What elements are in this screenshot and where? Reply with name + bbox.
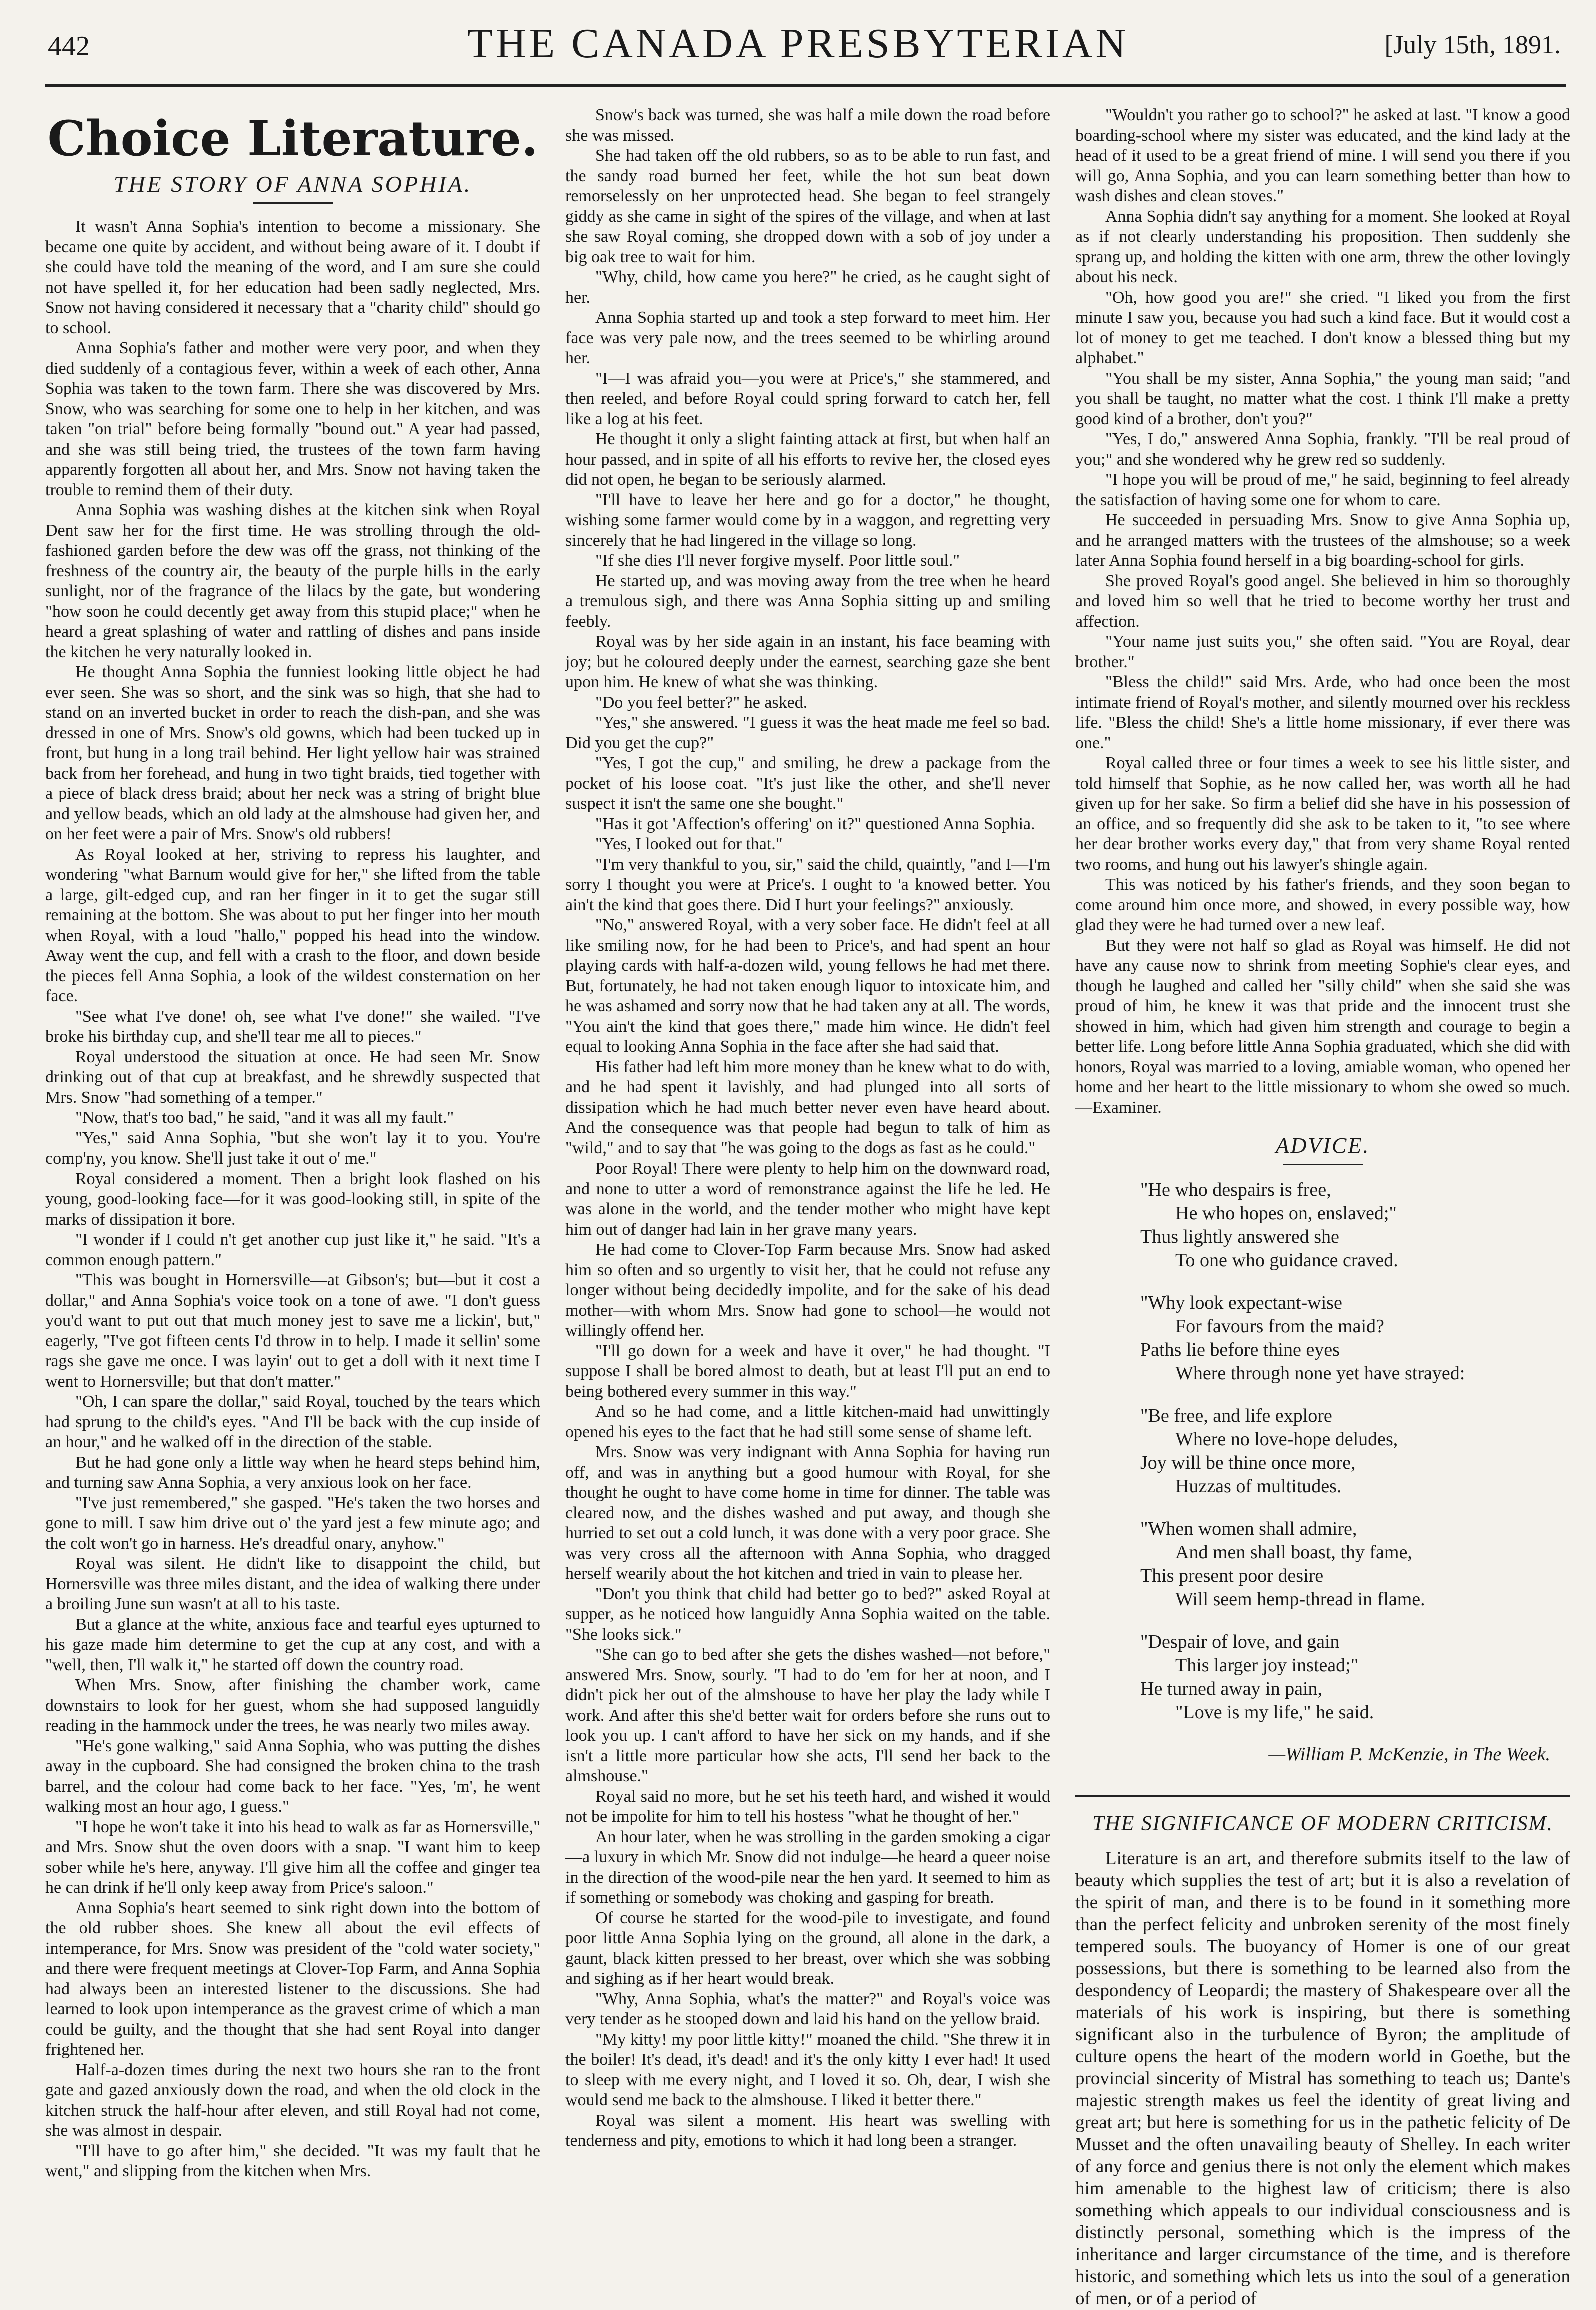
poem-line: Where no love-hope deludes, xyxy=(1175,1429,1398,1450)
story-paragraph: "I wonder if I could n't get another cup just like it," he said. "It's a common enough pattern." xyxy=(45,1230,540,1269)
story-paragraph: Snow's back was turned, she was half a mile down the road before she was missed. xyxy=(565,106,1050,145)
story-paragraph: Royal called three or four times a week to see his little sister, and told himself that Sophie, as he now called her, was worth all he had given up for her sake. So firm a belief did she have in his possession of an office, and so frequently did she ask to be taken to it, "to see where her dear brother works every day," that from very shame Royal rented two rooms, and hung out his lawyer's shingle again. xyxy=(1075,754,1570,874)
story-paragraph: "He's gone walking," said Anna Sophia, who was putting the dishes away in the cupboard. She had consigned the broken china to the trash barrel, and the colour had come back to her face. "Yes, 'm', he went walking most an hour ago, I guess." xyxy=(45,1736,540,1816)
poem-stanza xyxy=(1140,1404,1570,1498)
story-paragraph: She had taken off the old rubbers, so as to be able to run fast, and the sandy road burned her feet, while the hot sun beat down remorselessly on her unprotected head. She began to feel strangely giddy as she came in sight of the spires of the village, and when at last she saw Royal coming, she dropped down with a sob of joy under a big oak tree to wait for him. xyxy=(565,146,1050,266)
story-paragraph: Poor Royal! There were plenty to help him on the downward road, and none to utter a word of remonstrance against the life he led. He was alone in the world, and the tender mother who might have kept him out of danger had lain in her grave many years. xyxy=(565,1159,1050,1239)
story-paragraph: "No," answered Royal, with a very sober face. He didn't feel at all like smiling now, for he had been to Price's, and had spent an hour playing cards with half-a-dozen wild, young fellows he had met there. But, fortunately, he had not taken enough liquor to intoxicate him, and he was ashamed and sorry now that he had taken any at all. The words, "You ain't the kind that goes there," made him wince. He didn't feel equal to looking Anna Sophia in the face after she had said that. xyxy=(565,916,1050,1056)
poem-line: This present poor desire xyxy=(1140,1565,1324,1586)
story-paragraph: Mrs. Snow was very indignant with Anna Sophia for having run off, and was in anything but a good humour with Royal, for she thought he ought to have come home in time for dinner. The table was cleared now, and the dishes washed and put away, and though she hurried to set out a cold lunch, it was done with a very poor grace. She was very cross all the afternoon with Anna Sophia, who dragged herself wearily about the hot kitchen and tried in vain to please her. xyxy=(565,1443,1050,1583)
story-paragraph: "I've just remembered," she gasped. "He's taken the two horses and gone to mill. I saw him drive out o' the yard jest a few minute ago; and the colt won't go in harness. He's dreadful onary, anyhow." xyxy=(45,1493,540,1553)
poem-line: Will seem hemp-thread in flame. xyxy=(1175,1589,1425,1610)
title-rule xyxy=(253,202,333,204)
story-paragraph: Royal considered a moment. Then a bright look flashed on his young, good-looking face—for it was good-looking still, in spite of the marks of dissipation it bore. xyxy=(45,1169,540,1229)
story-title: THE STORY OF ANNA SOPHIA. xyxy=(113,171,472,197)
story-paragraph: "Yes, I got the cup," and smiling, he drew a package from the pocket of his loose coat. "It's just like the other, and she'll never suspect it isn't the same one she bought." xyxy=(565,754,1050,813)
story-paragraph: Anna Sophia's heart seemed to sink right down into the bottom of the old rubber shoes. She knew all about the evil effects of intemperance, for Mrs. Snow was president of the "cold water society," and there were frequent meetings at Clover-Top Farm, and Anna Sophia had always been an interested listener to the discussions. She had learned to look upon intemperance as the gravest crime of which a man could be guilty, and the thought that she had sent Royal into danger frightened her. xyxy=(45,1898,540,2059)
story-paragraph: This was noticed by his father's friends, and they soon began to come around him once more, and showed, in every possible way, how glad they were he had turned over a new leaf. xyxy=(1075,875,1570,934)
story-paragraph: "I hope you will be proud of me," he said, beginning to feel already the satisfaction of having some one for whom to care. xyxy=(1075,470,1570,509)
story-paragraph: Royal understood the situation at once. He had seen Mr. Snow drinking out of that cup at breakfast, and he shrewdly suspected that Mrs. Snow "had something of a temper." xyxy=(45,1047,540,1107)
poem-line: He turned away in pain, xyxy=(1140,1678,1323,1699)
poem-stanza xyxy=(1140,1291,1570,1385)
story-paragraph: Of course he started for the wood-pile to investigate, and found poor little Anna Sophia lying on the ground, all alone in the dark, a gaunt, black kitten pressed to her breast, over which she was sobbing and sighing as if her heart would break. xyxy=(565,1908,1050,1988)
story-paragraph: "Your name just suits you," she often said. "You are Royal, dear brother." xyxy=(1075,632,1570,671)
story-paragraph: "Oh, I can spare the dollar," said Royal, touched by the tears which had sprung to the child's eyes. "And I'll be back with the cup inside of an hour," and he walked off in the direction of the stable. xyxy=(45,1392,540,1451)
story-paragraph: "Bless the child!" said Mrs. Arde, who had once been the most intimate friend of Royal's mother, and silently mourned over his reckless life. "Bless the child! She's a little home missionary, if ever there was one." xyxy=(1075,673,1570,752)
poem-line: This larger joy instead;" xyxy=(1175,1655,1359,1676)
poem-stanza xyxy=(1140,1178,1570,1272)
essay-paragraph: Literature is an art, and therefore submits itself to the law of beauty which supplies the test of art; but it is also a revelation of the spirit of man, and there is to be found in it something more than the perfect felicity and unbroken serenity of the most finely tempered souls. The buoyancy of Homer is one of our great possessions, but there is something to be learned also from the despondency of Leopardi; the mastery of Shakespeare over all the materials of his work is inspiring, but there is something significant also in the turbulence of Byron; the amplitude of culture opens the heart of the modern world in Goethe, but the provincial sincerity of Mistral has something to teach us; Dante's majestic strength makes us feel the identity of great living and great art; but here is something for us in the pathetic felicity of De Musset and the often unavailing beauty of Shelley. In each writer of any force and genius there is not only the element which makes him amenable to the highest law of criticism; there is also something which appeals to our individual consciousness and is distinctly personal, something which is the impress of the inheritance and larger circumstance of the time, and is therefore historic, and something which lets us into the soul of a generation of men, or of a period of xyxy=(1075,1848,1570,2309)
story-paragraph: "Why, child, how came you here?" he cried, as he caught sight of her. xyxy=(565,268,1050,307)
story-paragraph: As Royal looked at her, striving to repress his laughter, and wondering "what Barnum would give for her," she lifted from the table a large, gilt-edged cup, and ran her finger in it to get the sugar still remaining at the bottom. She was about to put her finger into her mouth when Royal, with a loud "hallo," popped his head into the window. Away went the cup, and fell with a crash to the floor, and down beside the pieces fell Anna Sophia, a look of the wildest consternation on her face. xyxy=(45,845,540,1005)
page-number: 442 xyxy=(48,31,90,62)
story-paragraph: "I—I was afraid you—you were at Price's," she stammered, and then reeled, and before Royal could spring forward to catch her, fell like a log at his feet. xyxy=(565,369,1050,428)
column-1 xyxy=(45,105,540,2256)
poem-title-rule xyxy=(1283,1164,1363,1165)
poem-line: "Be free, and life explore xyxy=(1140,1405,1332,1426)
story-paragraph: But they were not half so glad as Royal was himself. He did not have any cause now to shrink from meeting Sophie's clear eyes, and though he laughed and called her "silly child" when she said she was proud of him, he knew it was that pride and the innocent trust she showed in him, which had given him strength and courage to begin a better life. Long before little Anna Sophia graduated, which she did with honors, Royal was married to a loving, amiable woman, who opened her home and her heart to the little missionary to whom she owed so much.—Examiner. xyxy=(1075,936,1570,1117)
story-paragraph: He succeeded in persuading Mrs. Snow to give Anna Sophia up, and he arranged matters with the trustees of the almshouse; so a week later Anna Sophia found herself in a big boarding-school for girls. xyxy=(1075,511,1570,570)
poem-attribution: —William P. McKenzie, in The Week. xyxy=(1268,1744,1550,1765)
story-paragraph: "Oh, how good you are!" she cried. "I liked you from the first minute I saw you, because you had such a kind face. But it would cost a lot of money to get me teached. I don't know a blessed thing but my alphabet." xyxy=(1075,288,1570,367)
poem-line: Paths lie before thine eyes xyxy=(1140,1339,1340,1360)
story-paragraph: It wasn't Anna Sophia's intention to become a missionary. She became one quite by accident, and without being aware of it. I doubt if she could have told the meaning of the word, and I am sure she could not have spelled it, for her education had been sadly neglected, Mrs. Snow not having considered it necessary that a "charity child" should go to school. xyxy=(45,217,540,337)
story-paragraph: He started up, and was moving away from the tree when he heard a tremulous sigh, and there was Anna Sophia sitting up and smiling feebly. xyxy=(565,571,1050,631)
poem-line: Thus lightly answered she xyxy=(1140,1226,1339,1247)
story-paragraph: "Do you feel better?" he asked. xyxy=(595,693,808,712)
poem-line: Where through none yet have strayed: xyxy=(1175,1363,1465,1384)
story-paragraph: "If she dies I'll never forgive myself. Poor little soul." xyxy=(595,551,960,570)
story-paragraph: Royal was silent. He didn't like to disappoint the child, but Hornersville was three miles distant, and the idea of walking there under a broiling June sun wasn't at all to his taste. xyxy=(45,1554,540,1613)
story-paragraph: "She can go to bed after she gets the dishes washed—not before," answered Mrs. Snow, sourly. "I had to do 'em for her at noon, and I didn't pick her out of the almshouse to have her play the lady while I work. And after this she'd better wait for orders before she runs out to look you up. I can't afford to have her sick on my hands, and if she isn't a little more particular how she acts, I'll send her back to the almshouse." xyxy=(565,1645,1050,1785)
story-paragraph: Royal said no more, but he set his teeth hard, and wished it would not be impolite for him to tell his hostess "what he thought of her." xyxy=(565,1787,1050,1826)
story-paragraph: But a glance at the white, anxious face and tearful eyes upturned to his gaze made him determine to get the cup at any cost, and with a "well, then, I'll walk it," he started off down the country road. xyxy=(45,1615,540,1674)
header-rule xyxy=(45,84,1566,87)
story-paragraph: She proved Royal's good angel. She believed in him so thoroughly and loved him so well that he tried to become worthy her trust and affection. xyxy=(1075,571,1570,631)
story-paragraph: "Don't you think that child had better go to bed?" asked Royal at supper, as he noticed how languidly Anna Sophia waited on the table. "She looks sick." xyxy=(565,1584,1050,1644)
story-paragraph: "Now, that's too bad," he said, "and it was all my fault." xyxy=(75,1108,454,1127)
story-paragraph: He had come to Clover-Top Farm because Mrs. Snow had asked him so often and so urgently to visit her, that he could not refuse any longer without being decidedly impolite, and for the sake of his dead mother—with whom Mrs. Snow had gone to school—he would not willingly offend her. xyxy=(565,1240,1050,1340)
section-heading: Choice Literature. xyxy=(47,110,538,167)
poem-stanza xyxy=(1140,1517,1570,1611)
poem-title: ADVICE. xyxy=(1275,1133,1370,1158)
story-paragraph: When Mrs. Snow, after finishing the chamber work, came downstairs to look for her guest, whom she had supposed languidly reading in the hammock under the trees, he was nearly two miles away. xyxy=(45,1676,540,1735)
story-paragraph: "Has it got 'Affection's offering' on it?" questioned Anna Sophia. xyxy=(595,814,1035,833)
story-body-col1 xyxy=(45,217,540,2182)
story-paragraph: An hour later, when he was strolling in the garden smoking a cigar—a luxury in which Mr. Snow did not indulge—he heard a queer noise in the direction of the wood-pile near the hen yard. It seemed to him as if something or somebody was choking and gasping for breath. xyxy=(565,1827,1050,1907)
poem-stanza xyxy=(1140,1630,1570,1724)
poem-line: And men shall boast, thy fame, xyxy=(1175,1542,1412,1563)
poem-line: To one who guidance craved. xyxy=(1175,1250,1398,1271)
story-paragraph: "This was bought in Hornersville—at Gibson's; but—but it cost a dollar," and Anna Sophia's voice took on a tone of awe. "I don't guess you'd want to put out that much money jest to save me a lickin', but," eagerly, "I've got fifteen cents I'd throw in to help. I made it sellin' some rags she gave me once. I was layin' out to get a doll with it next time I went to Hornersville; but that don't matter." xyxy=(45,1271,540,1391)
column-2 xyxy=(565,105,1050,2256)
story-paragraph: Half-a-dozen times during the next two hours she ran to the front gate and gazed anxiously down the road, and when the old clock in the kitchen struck the half-hour after eleven, and still Royal had not come, she was almost in despair. xyxy=(45,2060,540,2140)
story-paragraph: "I'll have to go after him," she decided. "It was my fault that he went," and slipping from the kitchen when Mrs. xyxy=(45,2141,540,2180)
story-paragraph: Anna Sophia's father and mother were very poor, and when they died suddenly of a contagious fever, within a week of each other, Anna Sophia was taken to the town farm. There she was discovered by Mrs. Snow, who was searching for some one to help in her kitchen, and was taken "on trial" before being formally "bound out." A year had passed, and she was still being tried, the trustees of the town farm having apparently forgotten all about her, and Mrs. Snow not having taken the trouble to remind them of their duty. xyxy=(45,339,540,499)
story-paragraph: Anna Sophia was washing dishes at the kitchen sink when Royal Dent saw her for the first time. He was strolling through the old-fashioned garden before the dew was off the grass, not thinking of the freshness of the country air, the beauty of the purple hills in the early sunlight, nor of the fragrance of the lilacs by the gate, but wondering "how soon he could decently get away from this stupid place;" when he heard a great splashing of water and rattling of dishes and pans inside the kitchen he very naturally looked in. xyxy=(45,501,540,661)
story-body-col2 xyxy=(565,105,1050,2151)
story-paragraph: He thought Anna Sophia the funniest looking little object he had ever seen. She was so short, and the sink was so high, that she had to stand on an inverted bucket in order to reach the dish-pan, and she was dressed in one of Mrs. Snow's old gowns, which had been tucked up in front, but hung in a long trail behind. Her light yellow hair was strained back from her forehead, and hung in two tight braids, tied together with a piece of black dress braid; about her neck was a string of bright blue and yellow beads, which an old lady at the almshouse had given her, and on her feet were a pair of Mrs. Snow's old rubbers! xyxy=(45,663,540,843)
publication-title: THE CANADA PRESBYTERIAN xyxy=(467,20,1129,67)
story-paragraph: "I'll have to leave her here and go for a doctor," he thought, wishing some farmer would come by in a waggon, and regretting very sincerely that he had lingered in the village so long. xyxy=(565,490,1050,550)
story-paragraph: "You shall be my sister, Anna Sophia," the young man said; "and you shall be taught, no matter what the cost. I think I'll make a pretty good kind of a brother, don't you?" xyxy=(1075,369,1570,428)
poem-line: "Love is my life," he said. xyxy=(1175,1702,1374,1723)
story-paragraph: Royal was silent a moment. His heart was swelling with tenderness and pity, emotions to which it had long been a stranger. xyxy=(565,2111,1050,2150)
story-paragraph: But he had gone only a little way when he heard steps behind him, and turning saw Anna Sophia, a very anxious look on her face. xyxy=(45,1453,540,1492)
story-paragraph: "Yes, I do," answered Anna Sophia, frankly. "I'll be real proud of you;" and she wondered why he grew red so suddenly. xyxy=(1075,430,1570,469)
story-paragraph: "Yes," said Anna Sophia, "but she won't lay it to you. You're comp'ny, you know. She'll just take it out o' me." xyxy=(45,1128,540,1168)
story-paragraph: He thought it only a slight fainting attack at first, but when half an hour passed, and in spite of all his efforts to revive her, the closed eyes did not open, he began to be seriously alarmed. xyxy=(565,430,1050,489)
story-paragraph: "Yes," she answered. "I guess it was the heat made me feel so bad. Did you get the cup?" xyxy=(565,713,1050,752)
poem-line: "Despair of love, and gain xyxy=(1140,1631,1340,1652)
story-body-col3 xyxy=(1075,105,1570,1118)
page-header xyxy=(0,0,1596,100)
column-3 xyxy=(1075,105,1570,2309)
section-divider xyxy=(1075,1795,1570,1797)
story-paragraph: Anna Sophia started up and took a step forward to meet him. Her face was very pale now, and the trees seemed to be whirling around her. xyxy=(565,308,1050,367)
story-paragraph: "I hope he won't take it into his head to walk as far as Hornersville," and Mrs. Snow shut the oven doors with a snap. "I want him to keep sober while he's here, anyway. I'll give him all the coffee and ginger tea he can drink if he'll only keep away from Price's saloon." xyxy=(45,1817,540,1897)
poem-body xyxy=(1140,1178,1570,1724)
issue-date: [July 15th, 1891. xyxy=(1384,31,1561,59)
poem-line: Huzzas of multitudes. xyxy=(1175,1476,1342,1497)
poem-line: He who hopes on, enslaved;" xyxy=(1175,1203,1397,1224)
story-paragraph: "See what I've done! oh, see what I've done!" she wailed. "I've broke his birthday cup, and she'll tear me all to pieces." xyxy=(45,1007,540,1046)
story-paragraph: Anna Sophia didn't say anything for a moment. She looked at Royal as if not clearly understanding his proposition. Then suddenly she sprang up, and holding the kitten with one arm, threw the other lovingly about his neck. xyxy=(1075,207,1570,286)
poem-line: "He who despairs is free, xyxy=(1140,1179,1331,1200)
story-paragraph: "My kitty! my poor little kitty!" moaned the child. "She threw it in the boiler! It's dead, it's dead! and it's the only kitty I ever had! It used to sleep with me every night, and I loved it so. Oh, dear, I wish she would send me back to the almshouse. I liked it better there." xyxy=(565,2030,1050,2109)
story-paragraph: "Yes, I looked out for that." xyxy=(595,835,783,853)
story-paragraph: And so he had come, and a little kitchen-maid had unwittingly opened his eyes to the fact that he had still some sense of shame left. xyxy=(565,1402,1050,1441)
essay-title: THE SIGNIFICANCE OF MODERN CRITICISM. xyxy=(1092,1812,1554,1835)
poem-line: Joy will be thine once more, xyxy=(1140,1452,1356,1473)
essay-body xyxy=(1075,1848,1570,2310)
poem-line: "Why look expectant-wise xyxy=(1140,1292,1342,1313)
poem-line: "When women shall admire, xyxy=(1140,1518,1357,1539)
story-paragraph: "Why, Anna Sophia, what's the matter?" and Royal's voice was very tender as he stooped down and laid his hand on the yellow braid. xyxy=(565,1989,1050,2028)
story-paragraph: Royal was by her side again in an instant, his face beaming with joy; but he coloured deeply under the earnest, searching gaze she bent upon him. He knew of what she was thinking. xyxy=(565,632,1050,691)
story-paragraph: "I'll go down for a week and have it over," he had thought. "I suppose I shall be bored almost to death, but at least I'll put an end to being bothered every summer in this way." xyxy=(565,1341,1050,1401)
story-paragraph: "Wouldn't you rather go to school?" he asked at last. "I know a good boarding-school where my sister was educated, and the kind lady at the head of it used to be a great friend of mine. I will send you there if you will go, Anna Sophia, and you can learn something better than how to wash dishes and clean stoves." xyxy=(1075,106,1570,205)
poem-line: For favours from the maid? xyxy=(1175,1316,1384,1337)
story-paragraph: His father had left him more money than he knew what to do with, and he had spent it lavishly, and had plunged into all sorts of dissipation which he had much better never even have heard about. And the consequence was that people had begun to talk of him as "wild," and to say that "he was going to the dogs as fast as he could." xyxy=(565,1057,1050,1158)
story-paragraph: "I'm very thankful to you, sir," said the child, quaintly, "and I—I'm sorry I thought you were at Price's. I ought to 'a knowed better. You ain't the kind that goes there. Did I hurt your feelings?" anxiously. xyxy=(565,855,1050,914)
